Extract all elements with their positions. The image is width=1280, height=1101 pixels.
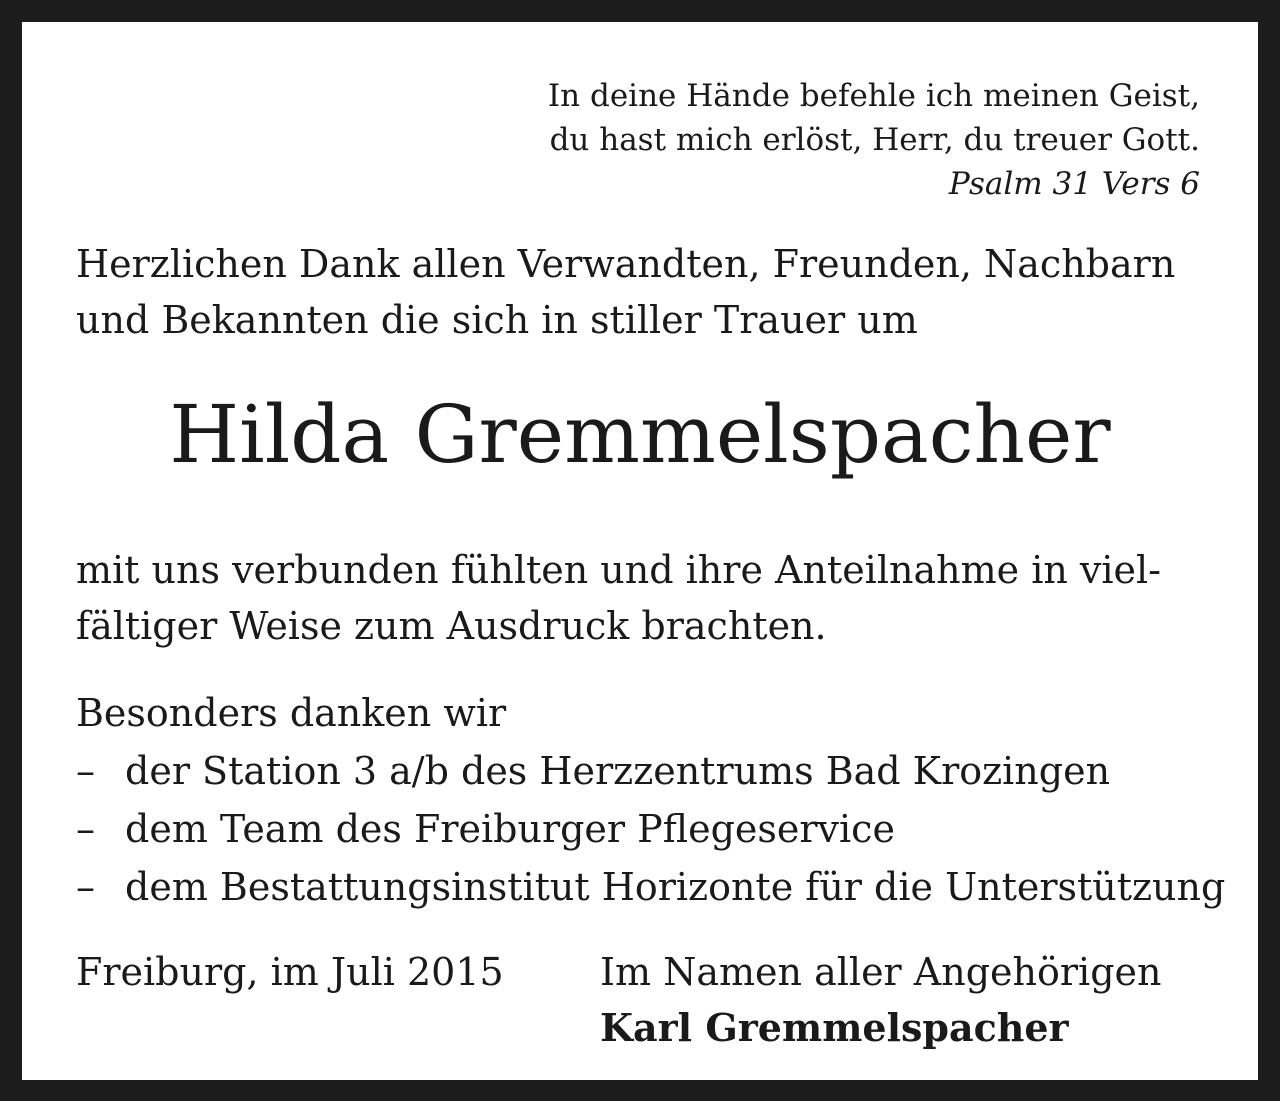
paragraph-line: und Bekannten die sich in stiller Trauer um — [76, 298, 918, 342]
special-thanks-section — [76, 684, 1236, 916]
psalm-reference: Psalm 31 Vers 6 — [948, 166, 1200, 202]
special-thanks-intro: Besonders danken wir — [76, 691, 507, 735]
obituary-notice — [22, 22, 1258, 1080]
on-behalf-line: Im Namen aller Angehörigen — [600, 950, 1162, 994]
signature-block — [600, 944, 1161, 1056]
list-item — [76, 742, 1236, 800]
list-item — [76, 800, 1236, 858]
paragraph-line: mit uns verbunden fühlten und ihre Anteilnahme in viel- — [76, 548, 1162, 592]
place-date: Freiburg, im Juli 2015 — [76, 950, 504, 994]
dash-bullet: – — [76, 865, 95, 909]
deceased-name: Hilda Gremmelspacher — [169, 388, 1111, 481]
special-thanks-list — [76, 742, 1236, 916]
psalm-line: In deine Hände befehle ich meinen Geist, — [547, 78, 1200, 114]
dash-bullet: – — [76, 749, 95, 793]
list-item — [76, 858, 1236, 916]
list-item-text: dem Team des Freiburger Pflegeservice — [125, 807, 895, 851]
list-item-text: dem Bestattungsinstitut Horizonte für die Unterstützung — [125, 865, 1226, 909]
paragraph-line: fältiger Weise zum Ausdruck brachten. — [76, 604, 827, 648]
psalm-line: du hast mich erlöst, Herr, du treuer Gott. — [549, 122, 1200, 158]
list-item-text: der Station 3 a/b des Herzzentrums Bad Krozingen — [125, 749, 1111, 793]
dash-bullet: – — [76, 807, 95, 851]
signer-name: Karl Gremmelspacher — [600, 1005, 1069, 1050]
psalm-quote — [548, 74, 1200, 206]
paragraph-line: Herzlichen Dank allen Verwandten, Freunden, Nachbarn — [76, 242, 1176, 286]
thanks-intro-paragraph — [76, 236, 1216, 348]
continuation-paragraph — [76, 542, 1216, 654]
